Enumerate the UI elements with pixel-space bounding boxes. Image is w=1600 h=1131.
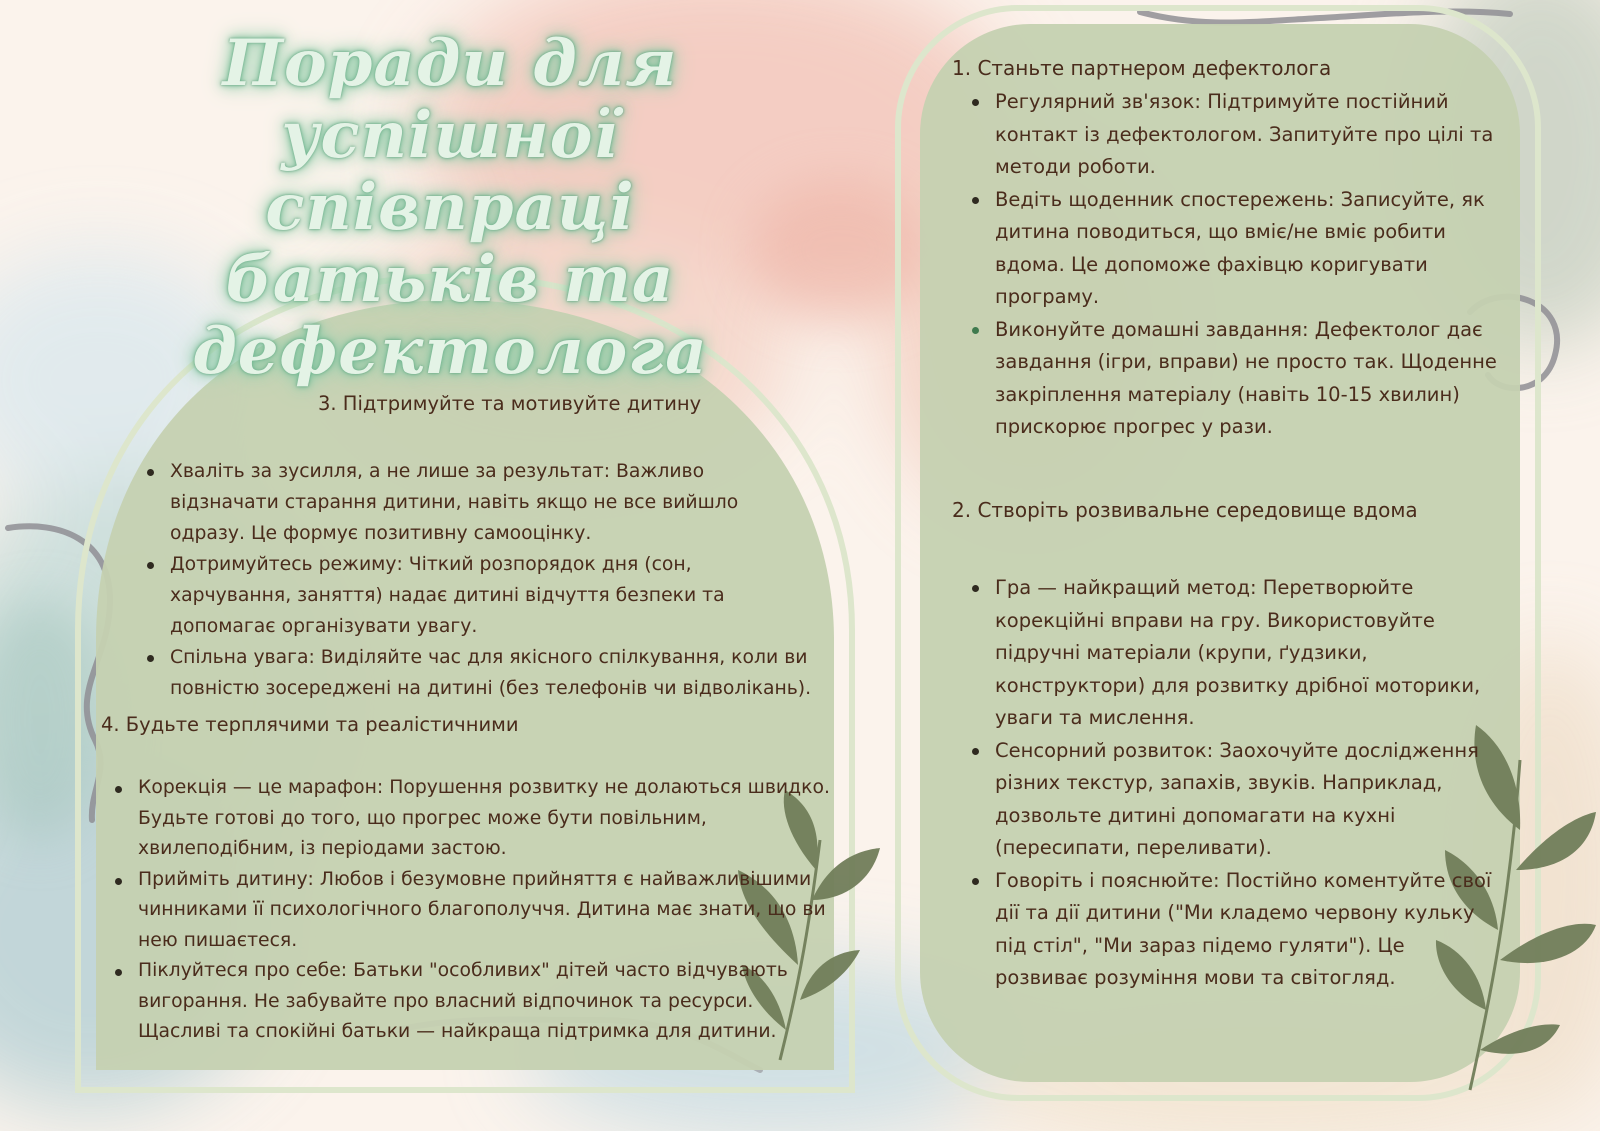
list-item: Ведіть щоденник спостережень: Записуйте, як дитина поводиться, що вміє/не вміє робити вдома. Це допоможе фахівцю коригувати програму. [995,184,1503,314]
section-3-list [128,456,818,704]
list-item: Хваліть за зусилля, а не лише за результат: Важливо відзначати старання дитини, навіть якщо не все вийшло одразу. Це формує позитивну самооцінку. [170,456,818,549]
list-item: Регулярний зв'язок: Підтримуйте постійний контакт із дефектологом. Запитуйте про цілі та методи роботи. [995,86,1503,184]
list-item: Сенсорний розвиток: Заохочуйте дослідження різних текстур, запахів, звуків. Наприклад, дозвольте дитині допомагати на кухні (пересипати, переливати). [995,735,1493,865]
section-4-heading: 4. Будьте терплячими та реалістичними [101,713,519,736]
list-item: Гра — найкращий метод: Перетворюйте корекційні вправи на гру. Використовуйте підручні матеріали (крупи, ґудзики, конструктори) для розвитку дрібної моторики, уваги та мислення. [995,572,1493,735]
list-item: Корекція — це марафон: Порушення розвитку не долаються швидко. Будьте готові до того, що прогрес може бути повільним, хвилеподібним, із періодами застою. [138,773,836,865]
section-2-list [953,572,1493,995]
title-line-1: Поради для успішної [222,26,678,173]
section-1-heading: 1. Станьте партнером дефектолога [952,56,1332,80]
section-2-heading: 2. Створіть розвивальне середовище вдома [952,498,1418,522]
list-item: Говоріть і пояснюйте: Постійно коментуйте свої дії та дії дитини ("Ми кладемо червону кульку під стіл", "Ми зараз підемо гуляти"). Це розвиває розуміння мови та світогляд. [995,865,1493,995]
section-4-list [96,773,836,1048]
list-item: Виконуйте домашні завдання: Дефектолог дає завдання (ігри, вправи) не просто так. Щоденне закріплення матеріалу (навіть 10-15 хвилин) прискорює прогрес у рази. [995,314,1503,444]
page-title [100,28,800,388]
section-3-heading: 3. Підтримуйте та мотивуйте дитину [318,392,702,415]
title-line-2: співпраці батьків та [225,170,675,317]
list-item: Дотримуйтесь режиму: Чіткий розпорядок дня (сон, харчування, заняття) надає дитині відчуття безпеки та допомагає організувати увагу. [170,549,818,642]
section-1-list [953,86,1503,444]
list-item: Піклуйтеся про себе: Батьки "особливих" дітей часто відчувають вигорання. Не забувайте про власний відпочинок та ресурси. Щасливі та спокійні батьки — найкраща підтримка для дитини. [138,956,836,1048]
list-item: Спільна увага: Виділяйте час для якісного спілкування, коли ви повністю зосереджені на дитині (без телефонів чи відволікань). [170,642,818,704]
list-item: Прийміть дитину: Любов і безумовне прийняття є найважливішими чинниками її психологічного благополуччя. Дитина має знати, що ви нею пишаєтеся. [138,865,836,957]
title-line-3: дефектолога [192,314,708,389]
